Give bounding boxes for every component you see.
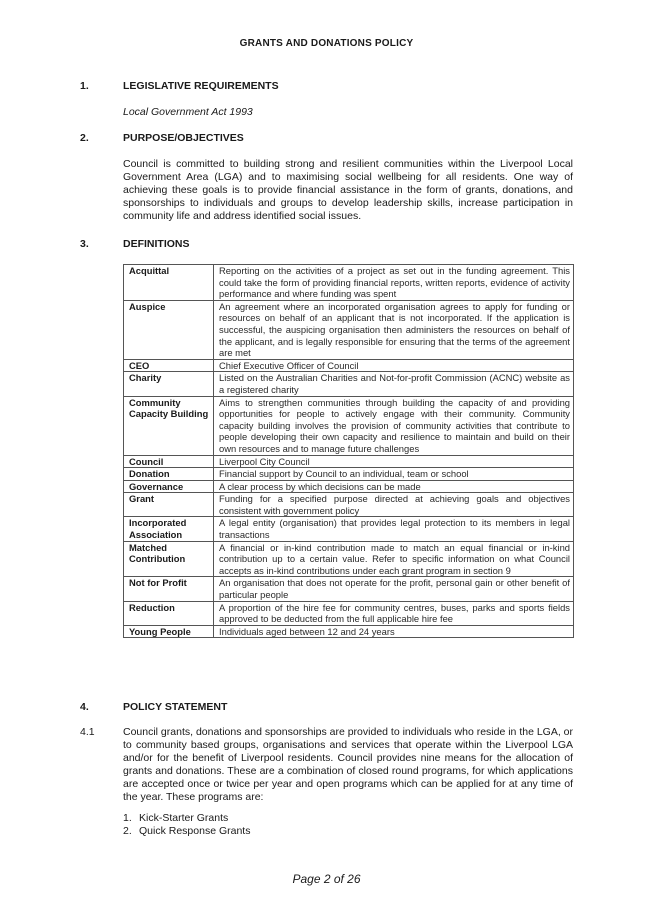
section-number: 2. <box>80 132 89 144</box>
list-item <box>123 825 250 838</box>
document-header: GRANTS AND DONATIONS POLICY <box>239 38 414 49</box>
table-row <box>124 396 574 455</box>
definition-term: Governance <box>124 480 214 493</box>
list-item-number: 2. <box>123 825 132 837</box>
definition-text: Funding for a specified purpose directed at achieving goals and objectives consistent with government policy <box>214 493 574 517</box>
definition-text: An organisation that does not operate for the profit, personal gain or other benefit of particular people <box>214 577 574 601</box>
definition-term: Charity <box>124 372 214 396</box>
subsection-number: 4.1 <box>80 726 95 738</box>
definition-text: A financial or in-kind contribution made to match an equal financial or in-kind contribution up to a certain value. Refer to specific information on what Council accepts as in-kind contributions under each grant program in section 9 <box>214 541 574 577</box>
table-row <box>124 601 574 625</box>
definition-text: Liverpool City Council <box>214 455 574 468</box>
table-row <box>124 625 574 638</box>
definition-text: Financial support by Council to an individual, team or school <box>214 468 574 481</box>
section-title: POLICY STATEMENT <box>123 701 228 713</box>
definitions-table <box>123 264 574 638</box>
definition-term: Acquittal <box>124 265 214 301</box>
table-row <box>124 468 574 481</box>
section-number: 1. <box>80 80 89 92</box>
definition-term: Community Capacity Building <box>124 396 214 455</box>
definition-term: Council <box>124 455 214 468</box>
definition-text: Reporting on the activities of a project as set out in the funding agreement. This could take the form of providing financial reports, written reports, evidence of activity performance and where funding was spent <box>214 265 574 301</box>
table-row <box>124 493 574 517</box>
definition-text: Listed on the Australian Charities and Not-for-profit Commission (ACNC) website as a registered charity <box>214 372 574 396</box>
page-number: Page 2 of 26 <box>292 872 361 886</box>
definition-term: Matched Contribution <box>124 541 214 577</box>
program-list <box>123 812 250 838</box>
definition-term: Donation <box>124 468 214 481</box>
definition-term: Reduction <box>124 601 214 625</box>
section-number: 3. <box>80 238 89 250</box>
section-title: PURPOSE/OBJECTIVES <box>123 132 244 144</box>
section-title: LEGISLATIVE REQUIREMENTS <box>123 80 279 92</box>
definition-term: Grant <box>124 493 214 517</box>
section-number: 4. <box>80 701 89 713</box>
definition-text: Aims to strengthen communities through building the capacity of and providing opportunities for people to actively engage with their community. Community capacity building involves the provision of community activities that contribute to people developing their own capacity and resilience to maintain and build on their own resources and to manage future challenges <box>214 396 574 455</box>
purpose-paragraph: Council is committed to building strong and resilient communities within the Liverpool Local Government Area (LGA) and to maximising social wellbeing for all residents. One way of achieving these goals is to provide financial assistance in the form of grants, donations, and sponsorships to individuals and groups to develop leadership skills, increase participation in community life and address identified social issues. <box>123 158 573 222</box>
definition-text: Individuals aged between 12 and 24 years <box>214 625 574 638</box>
list-item-label: Quick Response Grants <box>139 825 251 837</box>
table-row <box>124 300 574 359</box>
list-item-label: Kick-Starter Grants <box>139 812 229 824</box>
definition-term: Young People <box>124 625 214 638</box>
list-item <box>123 812 250 825</box>
table-row <box>124 265 574 301</box>
definition-text: An agreement where an incorporated organisation agrees to apply for funding or resources on behalf of an applicant that is not incorporated. If the application is successful, the auspicing organisation then administers the resources on behalf of the applicant, and is legally responsible for ensuring that the terms of the agreement are met <box>214 300 574 359</box>
table-row <box>124 359 574 372</box>
table-row <box>124 455 574 468</box>
definition-term: CEO <box>124 359 214 372</box>
section-title: DEFINITIONS <box>123 238 190 250</box>
table-row <box>124 480 574 493</box>
table-row <box>124 577 574 601</box>
definition-text: A clear process by which decisions can be made <box>214 480 574 493</box>
table-row <box>124 372 574 396</box>
definition-term: Auspice <box>124 300 214 359</box>
legislation-reference: Local Government Act 1993 <box>123 106 253 118</box>
definition-text: A legal entity (organisation) that provides legal protection to its members in legal transactions <box>214 517 574 541</box>
definition-term: Incorporated Association <box>124 517 214 541</box>
definition-text: Chief Executive Officer of Council <box>214 359 574 372</box>
definition-text: A proportion of the hire fee for community centres, buses, parks and sports fields approved to be deducted from the full applicable hire fee <box>214 601 574 625</box>
table-row <box>124 541 574 577</box>
table-row <box>124 517 574 541</box>
definition-term: Not for Profit <box>124 577 214 601</box>
policy-paragraph: Council grants, donations and sponsorships are provided to individuals who reside in the LGA, or to community based groups, organisations and services that operate within the Liverpool LGA and/or for the benefit of Liverpool residents. Council provides nine means for the allocation of grants and donations. These are a combination of closed round programs, for which applications are accepted once or twice per year and open programs which can be applied for at any time of the year. These programs are: <box>123 726 574 803</box>
list-item-number: 1. <box>123 812 132 824</box>
